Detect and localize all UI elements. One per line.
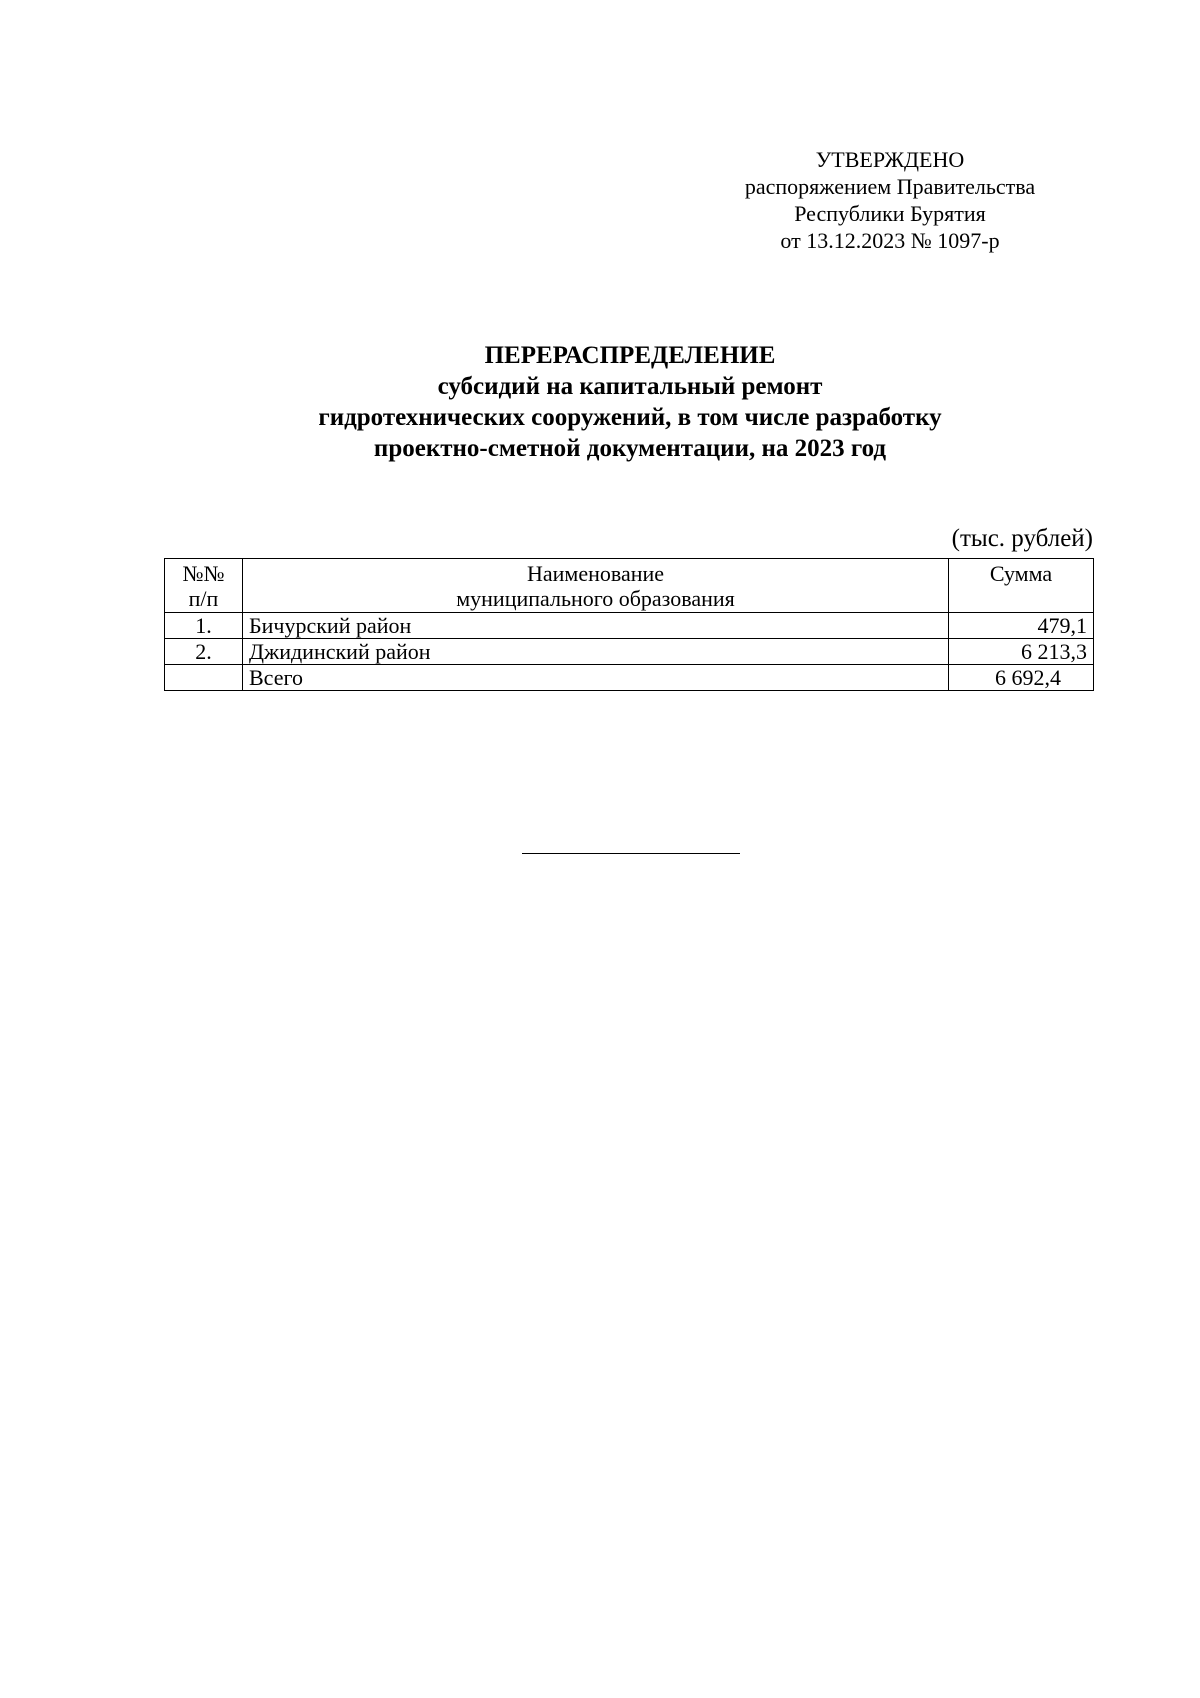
header-name-line-2: муниципального образования — [456, 586, 735, 611]
row-number: 2. — [165, 639, 243, 665]
title-line-4: проектно-сметной документации, на 2023 год — [373, 435, 887, 462]
units-note: (тыс. рублей) — [951, 525, 1093, 552]
header-name-line-1: Наименование — [526, 561, 665, 586]
header-number — [165, 559, 243, 613]
approval-authority: распоряжением Правительства — [744, 174, 1036, 199]
table-total-row — [165, 665, 1094, 691]
title-line-3: гидротехнических сооружений, в том числе разработку — [318, 404, 942, 431]
total-label: Всего — [243, 665, 949, 691]
end-separator-line — [522, 853, 740, 854]
row-sum: 6 213,3 — [949, 639, 1094, 665]
row-sum: 479,1 — [949, 613, 1094, 639]
table-row — [165, 613, 1094, 639]
approval-heading: УТВЕРЖДЕНО — [815, 147, 965, 172]
header-name — [243, 559, 949, 613]
table-row — [165, 639, 1094, 665]
header-number-line-1: №№ — [182, 561, 225, 586]
approval-republic: Республики Бурятия — [794, 201, 986, 226]
row-name: Джидинский район — [243, 639, 949, 665]
table-header-row — [165, 559, 1094, 613]
total-number — [165, 665, 243, 691]
document-title — [150, 340, 1110, 464]
title-line-1: ПЕРЕРАСПРЕДЕЛЕНИЕ — [484, 342, 776, 369]
approval-stamp — [700, 146, 1080, 254]
title-line-2: субсидий на капитальный ремонт — [437, 373, 823, 400]
header-number-line-2: п/п — [188, 586, 219, 611]
row-name: Бичурский район — [243, 613, 949, 639]
total-sum: 6 692,4 — [949, 665, 1094, 691]
approval-date-number: от 13.12.2023 № 1097-р — [780, 228, 1000, 253]
header-sum: Сумма — [949, 559, 1094, 613]
subsidy-table — [164, 558, 1094, 691]
row-number: 1. — [165, 613, 243, 639]
